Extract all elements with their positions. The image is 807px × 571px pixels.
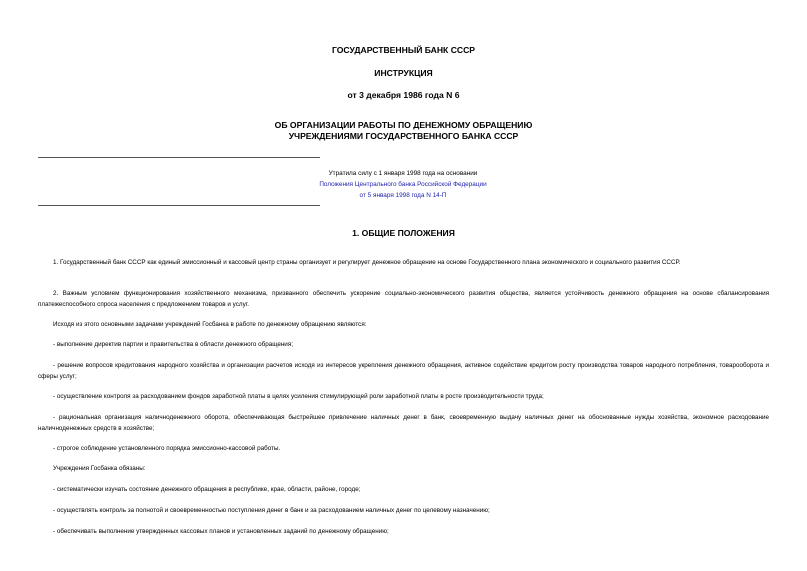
- list-item-emission-order: - строгое соблюдение установленного порядка эмиссионно-кассовой работы.: [53, 445, 281, 452]
- document-date-number: от 3 декабря 1986 года N 6: [347, 90, 460, 100]
- repeal-document-link[interactable]: Положения Центрального банка Российской Федерации: [319, 181, 487, 188]
- status-notice-text: Утратила силу с 1 января 1998 года на основании: [328, 170, 478, 177]
- issuer-heading: ГОСУДАРСТВЕННЫЙ БАНК СССР: [331, 45, 476, 55]
- list-item-directives: - выполнение директив партии и правительства в области денежного обращения;: [53, 341, 293, 348]
- section-title-general-provisions: 1. ОБЩИЕ ПОЛОЖЕНИЯ: [352, 228, 455, 238]
- paragraph-1: 1. Государственный банк СССР как единый эмиссионный и кассовый центр страны организует и регулирует денежное обращение на основе Государственного плана экономического и социального развития СССР.: [53, 259, 681, 266]
- list-item-crediting: - решение вопросов кредитования народного хозяйства и организации расчетов исходя из интересов укрепления денежного обращения, активное содействие кредитом росту производства товаров народного потребления, товарооборота и сферы услуг;: [38, 362, 769, 380]
- list-item-cash-plans: - обеспечивать выполнение утвержденных кассовых планов и установленных заданий по денежному обращению;: [53, 528, 389, 535]
- document-title-line-1: ОБ ОРГАНИЗАЦИИ РАБОТЫ ПО ДЕНЕЖНОМУ ОБРАЩЕНИЮ: [274, 120, 533, 130]
- list-item-control-receipts: - осуществлять контроль за полнотой и своевременностью поступления денег в банк и за расходованием наличных денег по целевому назначению;: [53, 507, 490, 514]
- status-notice-link-line-1[interactable]: [38, 179, 768, 190]
- divider-bottom: [38, 205, 320, 206]
- paragraph-tasks-intro: Исходя из этого основными задачами учреждений Госбанка в работе по денежному обращению являются:: [53, 321, 367, 328]
- paragraph-obligations-intro: Учреждения Госбанка обязаны:: [53, 465, 146, 472]
- paragraph-2: 2. Важным условием функционирования хозяйственного механизма, призванного обеспечить ускорение социально-экономического развития общества, является устойчивость денежного обращения на основе сбалансирования платежеспособного спроса населения с предложением товаров и услуг.: [38, 290, 769, 308]
- list-item-wage-control: - осуществление контроля за расходованием фондов заработной платы в целях усиления стимулирующей роли заработной платы в росте производительности труда;: [53, 393, 544, 400]
- list-item-cash-organization: - рациональная организация наличноденежного оборота, обеспечивающая быстрейшее привлечение наличных денег в банк, своевременную выдачу наличных денег на обоснованные нужды хозяйства, экономное расходование наличноденежных средств в хозяйстве;: [38, 414, 769, 432]
- list-item-study-circulation: - систематически изучать состояние денежного обращения в республике, крае, области, районе, городе;: [53, 486, 361, 493]
- status-notice-link-line-2[interactable]: [38, 190, 768, 201]
- document-title-line-2: УЧРЕЖДЕНИЯМИ ГОСУДАРСТВЕННОГО БАНКА СССР: [288, 131, 519, 141]
- divider-top: [38, 157, 320, 158]
- document-type-heading: ИНСТРУКЦИЯ: [374, 68, 433, 78]
- repeal-document-date-link[interactable]: от 5 января 1998 года N 14-П: [359, 192, 447, 199]
